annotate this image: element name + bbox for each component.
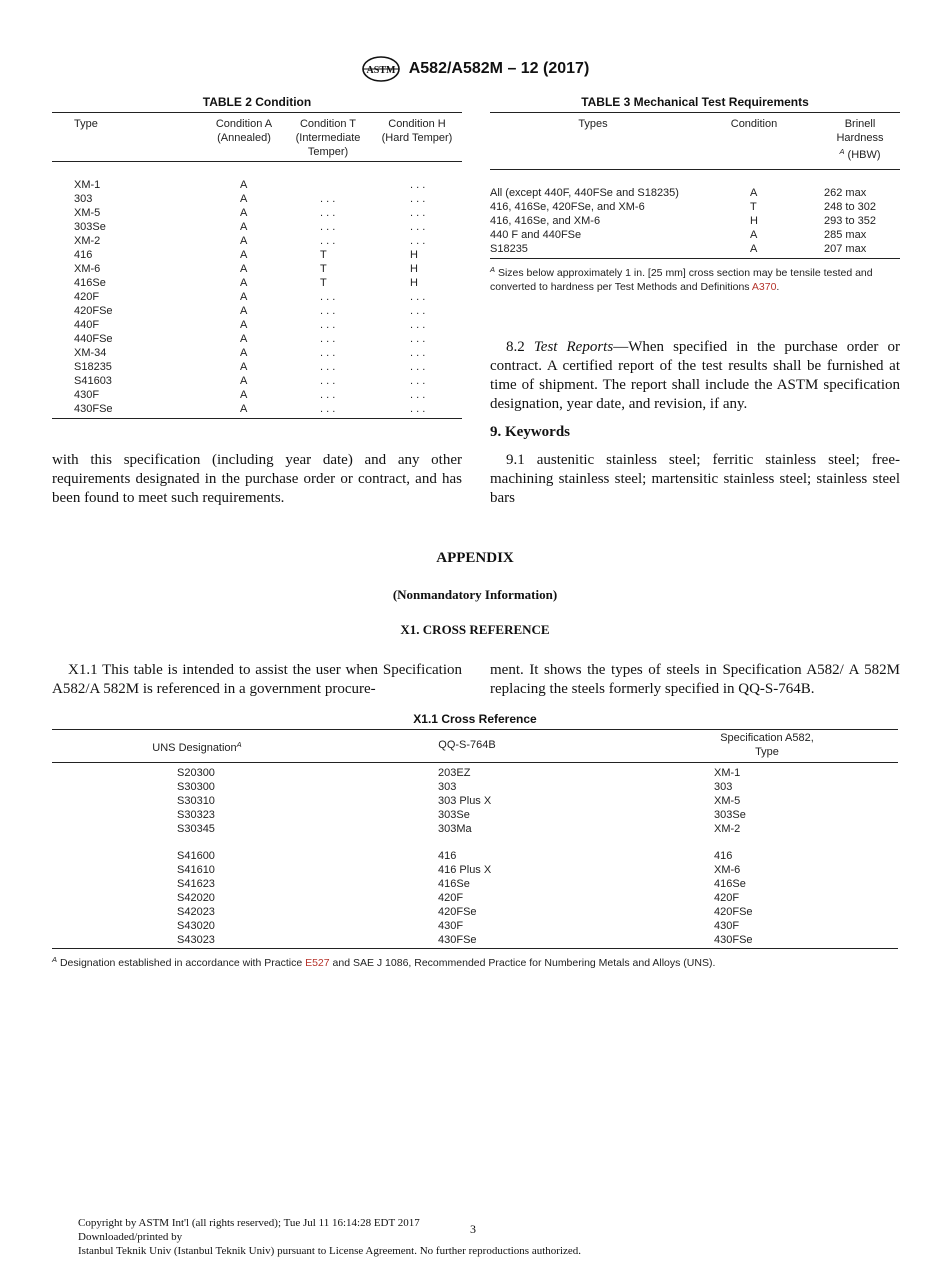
table-cell: A — [240, 333, 248, 345]
table-row — [52, 808, 898, 822]
table-cell: 303 — [714, 781, 733, 793]
table-cell: A — [240, 263, 248, 275]
table-cell: 303 Plus X — [438, 795, 492, 807]
table-cell: 430F — [438, 920, 464, 932]
table-cell: 430FSe — [714, 934, 753, 946]
table-cell: 248 to 302 — [824, 201, 876, 213]
astm-logo-icon — [361, 56, 401, 82]
table-cell: T — [320, 263, 327, 275]
page-number: 3 — [470, 1222, 476, 1236]
table-cell: XM-6 — [74, 263, 101, 275]
table-footnote: $^A$ Designation established in accordance with Practice E527 and SAE J 1086, Recommended Practice for Numbering Metals and Alloys (UNS). — [52, 955, 716, 969]
column-header: Types — [578, 118, 608, 130]
table-cell: . . . — [320, 235, 336, 247]
table-row — [490, 186, 900, 200]
table-header — [52, 113, 462, 161]
table-body — [490, 170, 900, 258]
column-header: Condition H (Hard Temper) — [381, 118, 453, 144]
table-cell: 430FSe — [438, 934, 477, 946]
table-cell: . . . — [410, 305, 426, 317]
a370-link[interactable]: A370 — [751, 281, 777, 293]
table-cell: S43020 — [177, 920, 215, 932]
table-cell: S43023 — [177, 934, 215, 946]
table-row — [52, 178, 462, 192]
table-row — [52, 220, 462, 234]
table-header — [52, 730, 898, 762]
table-cell: S30300 — [177, 781, 215, 793]
table-row — [52, 388, 462, 402]
table-cell: . . . — [410, 221, 426, 233]
table-cell: 416Se — [438, 878, 470, 890]
appendix-subtitle: (Nonmandatory Information) — [392, 587, 558, 602]
table-cell: XM-5 — [74, 207, 101, 219]
continuation-paragraph: with this specification (including year date) and any other requirements designated in the purchase order or contract, and has been found to meet such requirements. — [52, 452, 462, 506]
table-row — [52, 877, 898, 891]
table-row — [52, 794, 898, 808]
table-row — [52, 332, 462, 346]
column-header: Brinell Hardness $^A$ (HBW) — [836, 118, 884, 161]
table-cell: . . . — [410, 347, 426, 359]
table-cell: A — [750, 187, 758, 199]
table-cell: 420F — [74, 291, 100, 303]
table-cell: 430F — [74, 389, 100, 401]
appendix-title: APPENDIX — [436, 550, 514, 566]
table-cell: A — [750, 229, 758, 241]
column-header: Condition — [730, 118, 778, 130]
table-row — [52, 192, 462, 206]
table-cell: S20300 — [177, 767, 215, 779]
table-cell: A — [240, 277, 248, 289]
table-row — [490, 242, 900, 256]
column-header: UNS Designation$^A$ — [152, 740, 242, 754]
table-cell: . . . — [410, 179, 426, 191]
keywords-paragraph: 9.1 austenitic stainless steel; ferritic stainless steel; free-machining stainless steel; martensitic stainless steel; stainless steel bars — [490, 452, 900, 506]
table-row — [52, 290, 462, 304]
table-row — [52, 304, 462, 318]
table-cell: . . . — [320, 193, 336, 205]
table-cell: 262 max — [824, 187, 867, 199]
table-cell: 203EZ — [438, 767, 471, 779]
table-row — [52, 849, 898, 863]
table-cell: S18235 — [74, 361, 112, 373]
table-cell: XM-2 — [714, 823, 741, 835]
page-footer — [78, 1216, 878, 1258]
table-row — [52, 863, 898, 877]
table-cell: S42020 — [177, 892, 215, 904]
table-row — [52, 234, 462, 248]
table-cell: . . . — [320, 291, 336, 303]
table-row — [52, 822, 898, 836]
table-row — [490, 228, 900, 242]
table-cell: 285 max — [824, 229, 867, 241]
table-cell: . . . — [410, 291, 426, 303]
footer-license: Istanbul Teknik Univ (Istanbul Teknik Univ) pursuant to License Agreement. No further reproductions authorized. — [78, 1245, 582, 1257]
table-cell: . . . — [410, 375, 426, 387]
footer-download: Downloaded/printed by — [78, 1231, 183, 1243]
table-cell: 293 to 352 — [824, 215, 876, 227]
table-cell: S41603 — [74, 375, 112, 387]
table-row — [52, 206, 462, 220]
table-cell: A — [240, 221, 248, 233]
table-cell: 416, 416Se, 420FSe, and XM-6 — [490, 201, 645, 213]
page-header — [0, 56, 950, 82]
table-row — [52, 891, 898, 905]
table-cell: XM-1 — [714, 767, 741, 779]
table-caption: X1.1 Cross Reference — [413, 712, 537, 726]
column-header: QQ-S-764B — [438, 739, 496, 751]
table-cell: XM-5 — [714, 795, 741, 807]
table-cell: . . . — [410, 403, 426, 415]
table-row — [490, 214, 900, 228]
table-cell: A — [240, 249, 248, 261]
table-cell: . . . — [320, 319, 336, 331]
table-cell: 416 — [74, 249, 93, 261]
table-cell: S30345 — [177, 823, 215, 835]
table-caption: TABLE 2 Condition — [202, 95, 312, 109]
table-cell: . . . — [410, 193, 426, 205]
table-cell: T — [320, 277, 327, 289]
table-cell: 416Se — [714, 878, 746, 890]
table-cell: S42023 — [177, 906, 215, 918]
table-cell: 416Se — [74, 277, 106, 289]
table-cell: 420FSe — [438, 906, 477, 918]
table-cell: 420F — [438, 892, 464, 904]
table-cell: 416 — [714, 850, 733, 862]
table-cell: A — [240, 291, 248, 303]
table-cell: A — [240, 375, 248, 387]
table-cell: S41610 — [177, 864, 215, 876]
table-row — [52, 346, 462, 360]
table-footnote: $^A$ Sizes below approximately 1 in. [25 mm] cross section may be tensile tested and converted to hardness per Test Methods and Definitions A370. — [490, 265, 873, 293]
footer-copyright: Copyright by ASTM Int'l (all rights reserved); Tue Jul 11 16:14:28 EDT 2017 — [78, 1217, 420, 1229]
table-cell: A — [240, 403, 248, 415]
table-cell: . . . — [410, 333, 426, 345]
table-cell: . . . — [320, 221, 336, 233]
table-cell: 430F — [714, 920, 740, 932]
column-header: Condition T (Intermediate Temper) — [295, 118, 361, 158]
table-header — [490, 113, 900, 169]
svg-text:ASTM: ASTM — [366, 65, 396, 76]
table-cell: A — [240, 179, 248, 191]
table-cell: 430FSe — [74, 403, 113, 415]
table-row — [52, 780, 898, 794]
table-cell: T — [750, 201, 757, 213]
table-cell: H — [410, 277, 418, 289]
table-cell: . . . — [410, 361, 426, 373]
table-row — [52, 262, 462, 276]
table-cell: 207 max — [824, 243, 867, 255]
table-cell: XM-34 — [74, 347, 107, 359]
table-cell: 303 — [74, 193, 93, 205]
table-cell: 420FSe — [74, 305, 113, 317]
table-row — [52, 905, 898, 919]
table-cell: S41623 — [177, 878, 215, 890]
table-cell: H — [410, 249, 418, 261]
keywords-heading: 9. Keywords — [490, 424, 570, 440]
table-cell: 303 — [438, 781, 457, 793]
section-8-2-paragraph: 8.2 Test Reports—When specified in the purchase order or contract. A certified report of the test results shall be furnished at time of shipment. The report shall include the ASTM specification designation, year date, and revision, if any. — [490, 339, 900, 412]
table-cell: 440F — [74, 319, 100, 331]
table-cell: A — [240, 207, 248, 219]
table-row — [52, 374, 462, 388]
table-cell: . . . — [320, 375, 336, 387]
table-cell: All (except 440F, 440FSe and S18235) — [490, 187, 679, 199]
table-x1-1-cross-reference — [52, 711, 898, 970]
table-cell: 416 Plus X — [438, 864, 492, 876]
table-cell: A — [240, 319, 248, 331]
table-caption: TABLE 3 Mechanical Test Requirements — [581, 95, 809, 109]
table-cell: 303Se — [74, 221, 106, 233]
table-body — [52, 162, 462, 418]
table-cell: 416 — [438, 850, 457, 862]
table-cell: 303Se — [714, 809, 746, 821]
table-cell: XM-6 — [714, 864, 741, 876]
table-cell: . . . — [410, 319, 426, 331]
table-cell: S18235 — [490, 243, 528, 255]
table-cell: S41600 — [177, 850, 215, 862]
document-title: A582/A582M – 12 (2017) — [408, 60, 590, 77]
table-cell: . . . — [320, 361, 336, 373]
column-header: Type — [74, 118, 98, 130]
table-cell: S30323 — [177, 809, 215, 821]
table-cell: . . . — [320, 347, 336, 359]
table-cell: A — [240, 235, 248, 247]
column-header: Specification A582, Type — [720, 732, 814, 758]
table-cell: . . . — [410, 389, 426, 401]
table-row — [52, 360, 462, 374]
table-cell: H — [410, 263, 418, 275]
table-cell: . . . — [320, 403, 336, 415]
table-cell: 416, 416Se, and XM-6 — [490, 215, 601, 227]
table-cell: S30310 — [177, 795, 215, 807]
table-cell: 440FSe — [74, 333, 113, 345]
x1-1-paragraph-right: ment. It shows the types of steels in Specification A582/ A 582M replacing the steels formerly specified in QQ-S-764B. — [490, 662, 900, 697]
table-cell: A — [750, 243, 758, 255]
table-cell: . . . — [320, 333, 336, 345]
table-cell: A — [240, 361, 248, 373]
e527-link[interactable]: E527 — [305, 957, 330, 969]
table-cell: . . . — [320, 305, 336, 317]
table-cell: 303Se — [438, 809, 470, 821]
table-row — [52, 402, 462, 416]
table-cell: 420FSe — [714, 906, 753, 918]
table-cell: A — [240, 305, 248, 317]
table-cell: . . . — [410, 235, 426, 247]
table-cell: A — [240, 347, 248, 359]
table-cell: H — [750, 215, 758, 227]
table-row — [52, 919, 898, 933]
table-cell: T — [320, 249, 327, 261]
table-2-condition — [52, 94, 462, 419]
table-cell: A — [240, 389, 248, 401]
table-cell: XM-1 — [74, 179, 101, 191]
column-header: Condition A (Annealed) — [215, 118, 273, 144]
x1-1-paragraph-left: X1.1 This table is intended to assist the user when Specification A582/A 582M is referenced in a government procure- — [52, 662, 462, 697]
table-row — [52, 248, 462, 262]
table-body — [52, 763, 898, 948]
table-cell: 420F — [714, 892, 740, 904]
table-cell: . . . — [320, 389, 336, 401]
table-row — [52, 766, 898, 780]
table-row — [52, 276, 462, 290]
table-cell: XM-2 — [74, 235, 101, 247]
appendix-section-title: X1. CROSS REFERENCE — [400, 622, 550, 637]
table-3-mechanical-test-requirements — [490, 94, 900, 294]
table-cell: 303Ma — [438, 823, 472, 835]
table-cell: A — [240, 193, 248, 205]
table-cell: . . . — [320, 207, 336, 219]
table-cell: . . . — [410, 207, 426, 219]
table-row — [52, 318, 462, 332]
table-row — [490, 200, 900, 214]
table-cell: 440 F and 440FSe — [490, 229, 582, 241]
table-row — [52, 933, 898, 947]
